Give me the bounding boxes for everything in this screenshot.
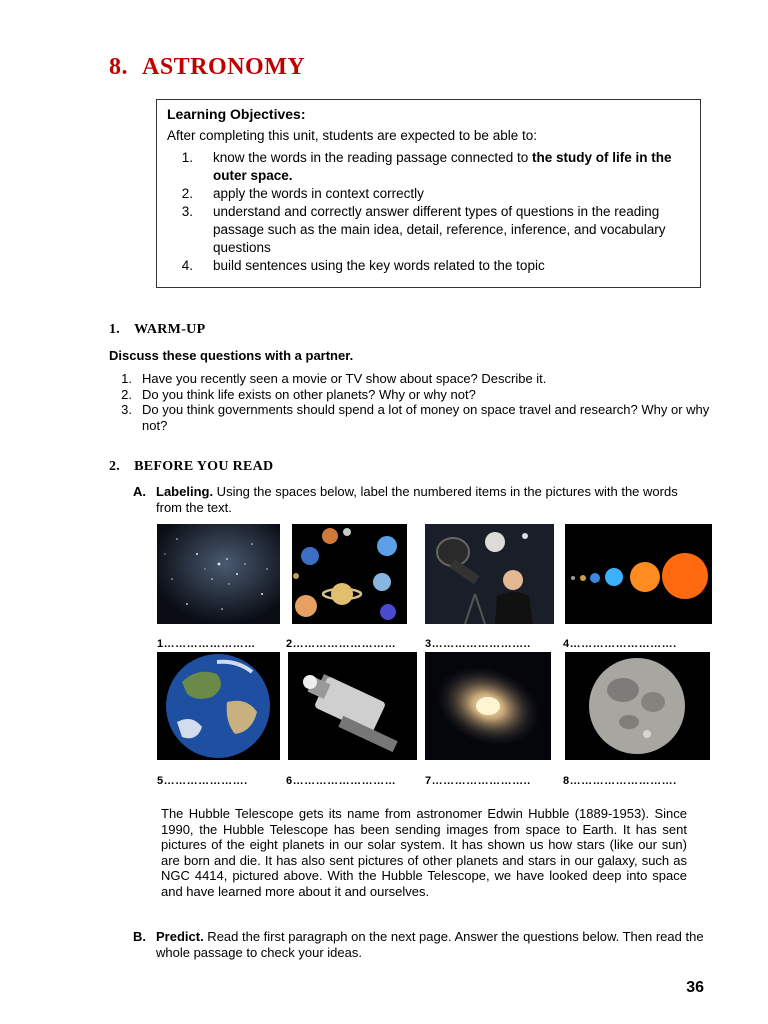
hubble-telescope-image [288,652,417,760]
part-label: Labeling. [156,484,214,499]
before-you-read-heading [109,459,273,475]
question-number: 2. [121,386,132,402]
page-number: 36 [686,979,704,996]
label-blank-2[interactable]: 2……………………… [286,638,397,650]
objective-item [167,257,690,275]
objective-text: build sentences using the key words related to the topic [213,258,545,273]
label-blank-7[interactable]: 7…………………….. [425,775,531,787]
question-number: 1. [121,371,132,386]
question-item [114,387,714,403]
astronomer-telescope-image [425,524,554,624]
label-blank-4[interactable]: 4………………………. [563,638,677,650]
part-letter: A. [133,484,146,499]
labeling-instruction [133,484,693,515]
objective-item [167,149,690,185]
chapter-title-text: ASTRONOMY [142,54,306,80]
objective-text [213,149,690,185]
warmup-heading [109,322,205,338]
objective-number: 3. [181,204,193,219]
section-number: 2. [109,459,121,474]
chapter-title [109,54,305,81]
planets-image [292,524,407,624]
label-blank-8[interactable]: 8………………………. [563,775,677,787]
part-text: Read the first paragraph on the next page. Answer the questions below. Then read the whole passage to check your ideas. [156,929,704,960]
question-text: Have you recently seen a movie or TV show about space? Describe it. [142,371,547,386]
objective-text: understand and correctly answer different types of questions in the reading passage such as the main idea, detail, reference, inference, and vocabulary questions [213,204,666,255]
objective-text-bold: the study of life in the outer space. [213,150,672,183]
objective-number: 1. [181,150,193,165]
question-item [114,371,714,387]
hubble-passage: The Hubble Telescope gets its name from astronomer Edwin Hubble (1889-1953). Since 1990, the Hubble Telescope has been sending images from space to Earth. It has sent pictures of the eight planets in our solar system. It has shown us how stars (like our sun) are born and die. It has also sent pictures of other planets and stars in our galaxy, such as NGC 4414, pictured above. With the Hubble Telescope, we have looked deep into space and have learned more about it and ourselves. [161,806,687,899]
warmup-questions [114,371,714,433]
moon-image [565,652,710,760]
objective-number: 4. [181,258,193,273]
section-title: WARM-UP [134,322,206,337]
labeling-text [156,484,693,515]
spiral-galaxy-image [425,652,551,760]
question-item [114,402,714,433]
part-label: Predict. [156,929,204,944]
part-letter: B. [133,929,146,944]
section-title: BEFORE YOU READ [134,459,274,474]
objective-number: 2. [181,186,193,201]
question-text: Do you think governments should spend a lot of money on space travel and research? Why or why not? [142,402,710,433]
objectives-intro: After completing this unit, students are expected to be able to: [167,128,537,143]
objective-item [167,185,690,203]
objective-item [167,203,690,257]
label-blank-5[interactable]: 5…………………. [157,775,248,787]
objectives-list [167,149,690,275]
question-number: 3. [121,402,132,417]
label-blank-6[interactable]: 6……………………… [286,775,397,787]
question-text: Do you think life exists on other planets? Why or why not? [142,386,476,402]
label-blank-3[interactable]: 3…………………….. [425,638,531,650]
part-text: Using the spaces below, label the numbered items in the pictures with the words from the text. [156,484,678,515]
objectives-heading: Learning Objectives: [167,106,306,122]
label-blank-1[interactable]: 1…………………… [157,638,256,650]
chapter-number: 8. [109,54,128,80]
objective-text-plain: know the words in the reading passage connected to [213,150,532,165]
section-number: 1. [109,322,121,337]
earth-image [157,652,280,760]
predict-instruction [133,929,708,960]
warmup-instruction: Discuss these questions with a partner. [109,348,354,363]
objective-text: apply the words in context correctly [213,186,424,201]
solar-system-image [565,524,712,624]
learning-objectives-box [156,99,701,288]
starfield-image [157,524,280,624]
predict-text [156,929,708,960]
